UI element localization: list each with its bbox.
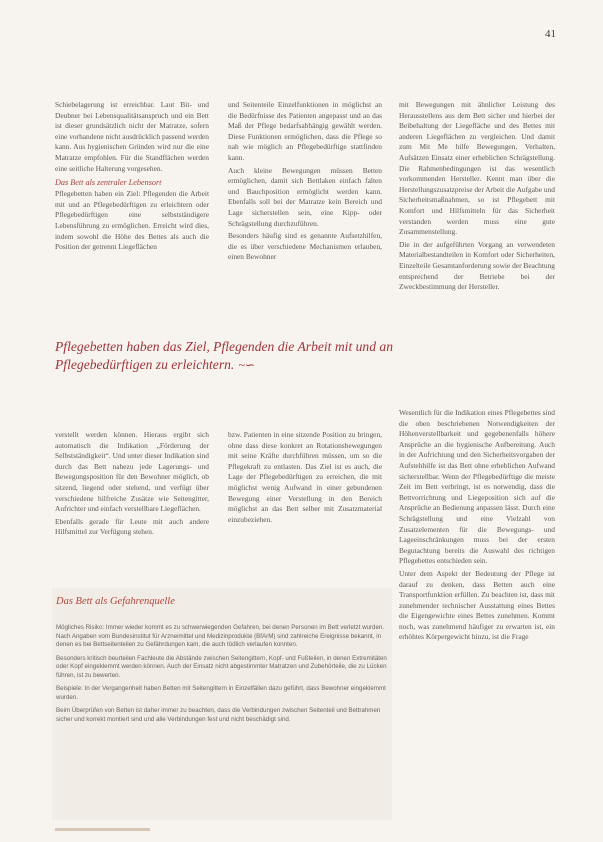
paragraph: Beispiele: In der Vergangenheit haben Betten mit Seitengittern in Einzelfällen dazu geführt, dass Bewohner eingeklemmt wurden. <box>56 685 386 701</box>
column-left-top <box>55 100 209 255</box>
paragraph: Besonders kritisch beurteilen Fachleute die Abstände zwischen Seitengittern, Kopf- und Fußteilen, in denen Extremitäten oder Kopf eingeklemmt werden können. Auch der Einsatz nicht abgestimmter Matratzen und Zubehörteile, die zu Lücken führen, ist zu bewerten. <box>56 654 387 679</box>
paragraph: Beim Überprüfen von Betten ist daher immer zu beachten, dass die Verbindungen zwischen Seitenteil und Bettrahmen sicher und korrekt montiert sind und alle Verbindungen fest und nicht beschädigt sind. <box>56 707 381 723</box>
page-number: 41 <box>545 28 556 40</box>
paragraph: Ebenfalls gerade für Leute mit auch andere Hilfsmittel zur Verfügung stehen. <box>55 516 209 537</box>
subheading: Das Bett als zentraler Lebensort <box>55 178 162 188</box>
column-right-top <box>399 100 555 295</box>
paragraph: Wesentlich für die Indikation eines Pflegebettes sind die oben beschriebenen Notwendigkeiten der Höhenverstellbarkeit und gegebenenfalls höhere Ansprüche an die hygienische Aufbereitung. Auch in der Aufrichtung und den Sicherheitsvorgaben der Aufstehhilfe ist das Bett ohne erheblichen Aufwand sicherstellbar. Wenn der Pflegebedürftige die meiste Zeit im Bett verbringt, ist es notwendig, dass die Bettvorrichtung und Liegeposition sich auf die Ansprüche an Bedienung anpassen lässt. Durch eine Schrägstellung und eine Vielzahl von Zusatzelementen für die Bewegungs- und Lageeinschränkungen muss bei der ersten Begutachtung bereits die Auswahl des richtigen Pflegebettes entschieden sein. <box>399 408 555 566</box>
paragraph: Mögliches Risiko: Immer wieder kommt es zu schwerwiegenden Gefahren, bei denen Personen im Bett verletzt wurden. Nach Angaben vom Bundesinstitut für Arzneimittel und Medizinprodukte (BfArM) sind zahlreiche Ereignisse bekannt, in denen es bei Bettseitenteilen zu Gefährdungen kam, die auch tödlich verlaufen konnten. <box>56 624 385 648</box>
pull-quote <box>55 338 395 374</box>
column-right-mid <box>399 408 555 645</box>
paragraph: und Seitenteile Einzelfunktionen in möglichst an die Bedürfnisse des Patienten angepasst und an das Maß der Pflege bedarfsabhängig gewählt werden. Diese Funktionen ermöglichen, dass die Pflege so nah wie möglich an Pflegebedürftige stattfinden kann. <box>228 100 382 162</box>
paragraph: bzw. Patienten in eine sitzende Position zu bringen, ohne dass diese konkret an Rotationsbewegungen mit seine Kräfte durchführen müssen, um so die Pflegekraft zu entlasten. Das Ziel ist es auch, die Lage der Pflegebedürftigen zu erreichen, die mit möglichst wenig Aufwand in einer gebundenen Bewegung einer Verstellung in den Bereich möglichst an das Bett selber mit Zusatzmaterial einzubeziehen. <box>228 430 382 524</box>
info-box-text <box>56 624 388 729</box>
column-middle-top <box>228 100 382 265</box>
paragraph: mit Bewegungen mit ähnlicher Leistung des Herausstellens aus dem Bett sicher und hierbei der Beibehaltung der Liegefläche und des Bettes mit anderen Liegeflächen zu vergleichen. Und damit zum Mit Me hilfe Bewegungen, Verhalten, Aufsätzen Einsatz einer erheblichen Schrägstellung. Die Rahmenbedingungen ist das wesentlich vorkommenden Hersteller. Kennt man über die Herstellungszusatzpreise der Arbeit die Aufgabe und Sicherheitsmaßnahmen, so ist Pflegebett mit Komfort und Hilfsmitteln für das Sicherheit verstanden werden muss eine gute Zusammenstellung. <box>399 100 555 237</box>
paragraph: Auch kleine Bewegungen müssen Betten ermöglichen, damit sich Bettlaken einfach falten und Bauchposition ermöglicht werden kann. Ebenfalls soll bei der Matratze kein Bereich und Lage sicherstellen sein, eine Kipp- oder Schrägstellung durchzuführen. <box>228 165 382 228</box>
footer-rule <box>55 828 150 831</box>
paragraph: Schiebelagerung ist erreichbar. Laut Bit- und Deubner bei Lebensqualitätsanspruch und ein Bett ist dieser grundsätzlich nicht der Matratze, sofern eine vorhandene nicht ausdrücklich passend werden kann. Aus hygienischen Gründen wird nur die eine Matratze empfohlen. Für die Standflächen werden eine seitliche Halterung vorgesehen. <box>55 100 209 173</box>
column-left-mid <box>55 430 209 540</box>
pull-quote-text: Pflegebetten haben das Ziel, Pflegenden die Arbeit mit und an Pflegebedürftigen zu erleichtern. <box>55 339 394 372</box>
paragraph: Besonders häufig sind es genannte Aufsetzhilfen, die es über verschiedene Mechanismen erlauben, einen Bewohner <box>228 231 382 262</box>
paragraph: Die in der aufgeführten Vorgang an verwendeten Materialbestandteilen in Komfort oder Sicherheiten, Einzelteile Gesamtanforderung sowie der Beachtung entsprechend der Betriebe bei der Zweckbestimmung der Hersteller. <box>399 239 555 292</box>
info-box-title: Das Bett als Gefahrenquelle <box>56 596 175 607</box>
swirl-ornament-icon: ~∽ <box>238 358 255 372</box>
paragraph: Unter dem Aspekt der Bedeutung der Pflege ist darauf zu denken, dass Betten auch eine Transportfunktion erfüllen. Zu beachten ist, dass mit zunehmender technischer Ausstattung eines Bettes die Eigengewichte eines Bettes zunehmen. Kommt noch, was zunehmend häufiger zu erwarten ist, ein erhöhtes Körpergewicht hinzu, ist die Frage <box>399 568 555 642</box>
column-middle-mid <box>228 430 382 527</box>
paragraph: Pflegebetten haben ein Ziel: Pflegenden die Arbeit mit und an Pflegebedürftigen zu erleichtern oder Pflegebedürftigen eine selbstständigere Lebensführung zu ermöglichen. Erreicht wird dies, indem sowohl die Höhe des Bettes als auch die Position der getrennt Liegeflächen <box>55 189 209 252</box>
paragraph: verstellt werden können. Hieraus ergibt sich automatisch die Indikation „Förderung der Selbstständigkeit“. Und unter dieser Indikation sind durch das Bett nahezu jede Lagerungs- und Bewegungsposition für den Bewohner möglich, ob sitzend, liegend oder stehend, und verfügt über verschiedene hilfreiche Zusätze wie Seitengitter, Aufrichter und einfach verstellbare Liegeflächen. <box>55 430 209 514</box>
